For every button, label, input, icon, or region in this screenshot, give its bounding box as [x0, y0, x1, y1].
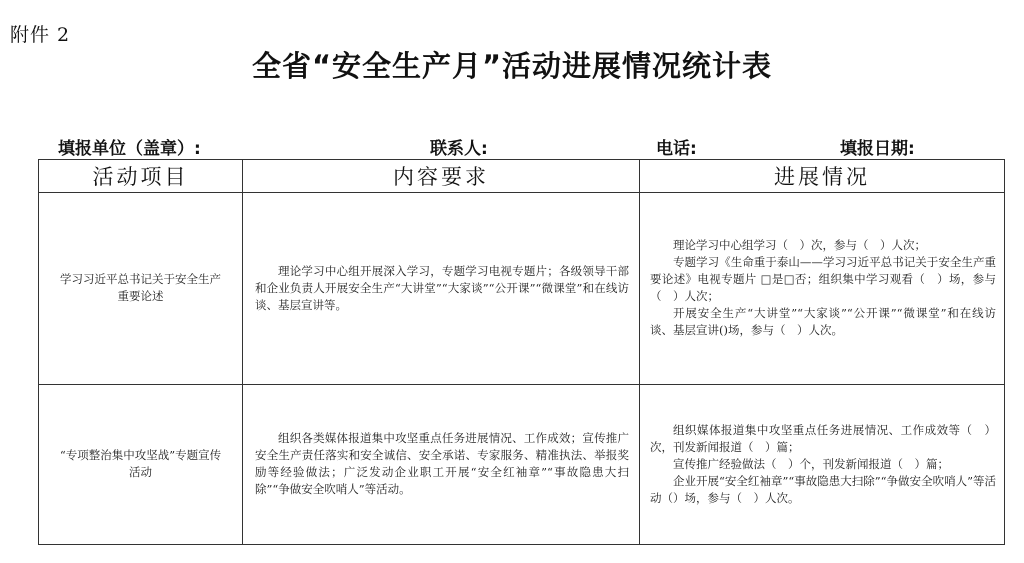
progress-line: 专题学习《生命重于泰山——学习习近平总书记关于安全生产重要论述》电视专题片 □是□否；组织集中学习观看（ ）场，参与（ ）人次； — [650, 255, 996, 304]
attachment-label: 附件 2 — [10, 24, 71, 46]
activity-item-cell: 学习习近平总书记关于安全生产重要论述 — [39, 193, 243, 385]
statistics-table — [38, 159, 1005, 545]
table-header-row — [39, 160, 1005, 193]
header-content-requirement: 内容要求 — [243, 160, 640, 193]
document-title: 全省“安全生产月”活动进展情况统计表 — [251, 49, 773, 83]
activity-item-cell: “专项整治集中攻坚战”专题宣传活动 — [39, 384, 243, 544]
requirement-cell — [243, 193, 640, 385]
contact-person-label: 联系人: — [430, 139, 488, 159]
requirement-cell — [243, 384, 640, 544]
progress-line: 宣传推广经验做法（ ）个，刊发新闻报道（ ）篇； — [673, 456, 949, 471]
progress-line: 开展安全生产“大讲堂”“大家谈”“公开课”“微课堂”和在线访谈、基层宣讲()场，参与（ ）人次。 — [650, 306, 996, 338]
requirement-text: 理论学习中心组开展深入学习，专题学习电视专题片；各级领导干部和企业负责人开展安全生产“大讲堂”“大家谈”“公开课”“微课堂”和在线访谈、基层宣讲等。 — [255, 263, 629, 312]
table-row — [39, 384, 1005, 544]
report-date-label: 填报日期: — [840, 139, 915, 159]
phone-label: 电话: — [656, 139, 697, 159]
progress-line: 理论学习中心组学习（ ）次，参与（ ）人次； — [673, 238, 926, 253]
header-progress: 进展情况 — [640, 160, 1005, 193]
progress-cell — [640, 193, 1005, 385]
reporting-unit-label: 填报单位（盖章）: — [58, 139, 201, 159]
progress-cell — [640, 384, 1005, 544]
progress-line: 组织媒体报道集中攻坚重点任务进展情况、工作成效等（ ）次，刊发新闻报道（ ）篇； — [650, 422, 996, 454]
header-activity-item: 活动项目 — [39, 160, 243, 193]
progress-line: 企业开展“安全红袖章”“事故隐患大扫除”“争做安全吹哨人”等活动（）场，参与（ ）人次。 — [650, 473, 996, 505]
table-row — [39, 193, 1005, 385]
requirement-text: 组织各类媒体报道集中攻坚重点任务进展情况、工作成效；宣传推广安全生产责任落实和安全诚信、安全承诺、专家服务、精准执法、举报奖励等经验做法；广泛发动企业职工开展“安全红袖章”“事故隐患大扫除”“争做安全吹哨人”等活动。 — [255, 431, 629, 497]
